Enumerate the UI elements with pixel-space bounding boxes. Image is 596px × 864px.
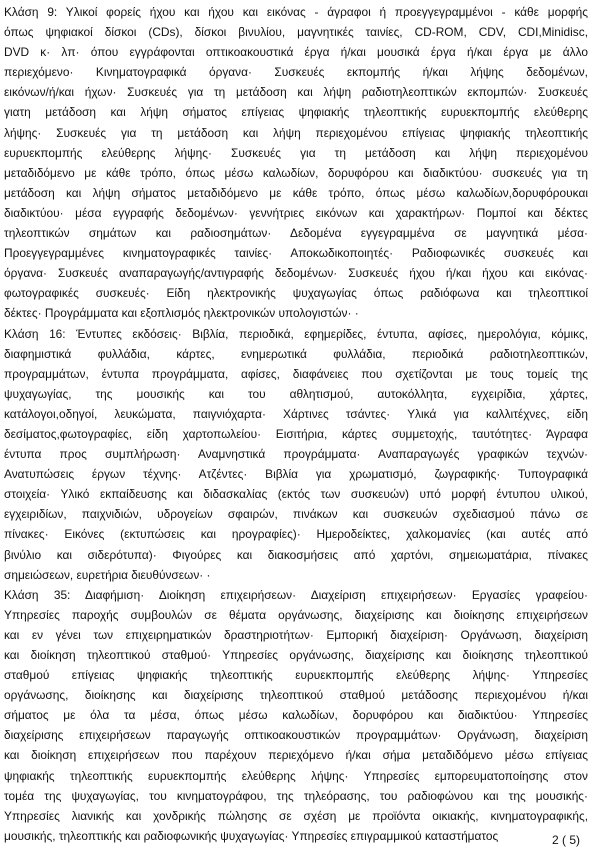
- text-line: οργάνωσης, διοίκησης και διαχείρισης τηλεοπτικού σταθμού μετάδοσης περιεχομένου ή/και: [4, 688, 588, 703]
- text-line: διαφημιστικά φυλλάδια, κάρτες, ενημερωτικά φυλλάδια, περιοδικά ραδιοτηλεοπτικών,: [4, 346, 588, 361]
- page-number: 2 ( 5): [551, 833, 580, 847]
- text-line: προγραμμάτων, έντυπα προγράμματα, αφίσες, διαφάνειες που σχετίζονται με τους τομείς της: [4, 366, 588, 381]
- text-line: όργανα· Συσκευές αναπαραγωγής/αντιγραφής δεδομένων· Συσκευές ήχου ή/και ήχου και εικόνας·: [4, 266, 588, 281]
- text-line: Υπηρεσίες παροχής συμβουλών σε θέματα οργάνωσης, διαχείρισης και διοίκησης επιχειρήσεων: [4, 607, 588, 622]
- text-line: εγχειριδίων, παιχνιδιών, υδρογείων σφαιρών, πινάκων και συσκευών σχεδιασμού πάνω σε: [4, 507, 588, 522]
- text-line: γιατη μετάδοση και λήψη σήματος επίγειας ψηφιακής τηλεοπτικής ευρυεκπομπής ελεύθερης: [4, 105, 588, 120]
- text-line: τομέα της ψυχαγωγίας, του κινηματογράφου, της τηλεόρασης, του ραδιοφώνου και της μουσικής·: [4, 788, 588, 803]
- text-line: στοιχεία· Υλικό εκπαίδευσης και διδασκαλίας (εκτός των συσκευών) υπό μορφή έντυπου υλικού,: [4, 487, 588, 502]
- text-line: σημειώσεων, ευρετήρια διευθύνσεων· ·: [4, 567, 211, 582]
- text-line: περιεχόμενο· Κινηματογραφικά όργανα· Συσκευές εκπομπής ή/και λήψης δεδομένων,: [4, 65, 588, 80]
- text-line: και εν γένει των επιχειρηματικών δραστηριοτήτων· Εμπορική διαχείριση· Οργάνωση, διαχείριση: [4, 627, 588, 642]
- text-line: και διοίκηση τηλεοπτικού σταθμού· Υπηρεσίες οργάνωσης, διαχείρισης και διοίκησης τηλεοπτικού: [4, 648, 588, 662]
- text-line: και διοίκηση επιχειρήσεων που παρέχουν περιεχόμενο ή/και σήμα μεταδιδόμενο μέσω επίγειας: [4, 748, 588, 763]
- text-line: φωτογραφικές συσκευές· Είδη ηλεκτρονικής ψυχαγωγίας όπως ραδιόφωνα και τηλεοπτικοί: [4, 286, 588, 301]
- text-line: σήματος με όλα τα μέσα, όπως μέσω καλωδίων, δορυφόρου και διαδικτύου· Υπηρεσίες: [4, 708, 588, 723]
- text-line: βινύλιο και σιδερότυπα)· Φιγούρες και διακοσμήσεις από χαρτόνι, σημειωματάρια, πίνακες: [4, 547, 588, 562]
- document-body: [4, 2, 588, 846]
- text-line: κατάλογοι,οδηγοί, λευκώματα, παιγνιόχαρτα· Χάρτινες τσάντες· Υλικά για καλλιτέχνες, είδη: [4, 406, 588, 421]
- class-heading-line: Κλάση 16: Έντυπες εκδόσεις· Βιβλία, περιοδικά, εφημερίδες, έντυπα, αφίσες, ημερολόγια, κόμικς,: [4, 326, 588, 341]
- text-line: όπως ψηφιακοί δίσκοι (CDs), δίσκοι βινυλίου, μαγνητικές ταινίες, CD-ROM, CDV, CDI,Minidisc,: [4, 25, 588, 40]
- text-line: διαχείρισης επιχειρήσεων παραγωγής οπτικοακουστικών προγραμμάτων· Οργάνωση, διαχείριση: [4, 728, 588, 743]
- text-line: DVD κ· λπ· όπου εγγράφονται οπτικοακουστικά έργα ή/και μουσικά έργα ή/και έργα με άλλο: [4, 45, 588, 60]
- text-line: ψυχαγωγίας, της μουσικής και του αθλητισμού, αυτοκόλλητα, εγχειρίδια, χάρτες,: [4, 386, 588, 401]
- text-line: Ανατυπώσεις έργων τέχνης· Ατζέντες· Βιβλία για χρωματισμό, ζωγραφικής· Τυπογραφικά: [4, 467, 588, 482]
- class-section: [4, 324, 588, 585]
- text-line: μεταδιδόμενο με κάθε τρόπο, όπως μέσω καλωδίων, δορυφόρου και διαδικτύου· συσκευές για τη: [4, 165, 588, 180]
- text-line: μετάδοση και λήψη σήματος μεταδιδόμενο με κάθε τρόπο, όπως μέσω καλωδίων,δορυφόρουκαι: [4, 185, 588, 200]
- text-line: Προεγγεγραμμένες κινηματογραφικές ταινίες· Αποκωδικοποιητές· Ραδιοφωνικές συσκευές και: [4, 246, 588, 261]
- text-line: Υπηρεσίες λιανικής και χονδρικής πώλησης σε σχέση με προϊόντα οικιακής, κινηματογραφικής,: [4, 808, 588, 823]
- text-line: λήψης· Συσκευές για τη μετάδοση και λήψη περιεχομένου επίγειας ψηφιακής τηλεοπτικής: [4, 125, 588, 140]
- text-line: δεσίματος,φωτογραφίες, είδη χαρτοπωλείου· Εισιτήρια, κάρτες συμμετοχής, ταυτότητες· Άγραφα: [4, 426, 588, 441]
- text-line: μουσικής, τηλεοπτικής και ραδιοφωνικής ψυχαγωγίας· Υπηρεσίες επιγραμμικού καταστήματος: [4, 828, 499, 843]
- text-line: έντυπα προς συμπλήρωση· Αναμνηστικά προγράμματα· Αναπαραγωγές γραφικών τεχνών·: [4, 447, 588, 462]
- text-line: δέκτες· Προγράμματα και εξοπλισμός ηλεκτρονικών υπολογιστών· ·: [4, 306, 359, 321]
- text-line: εικόνων/ή/και ήχων· Συσκευές για τη μετάδοση και λήψη ραδιοτηλεοπτικών εκπομπών· Συσκευές: [4, 85, 588, 100]
- text-line: ευρυεκπομπής ελεύθερης λήψης· Συσκευές για τη μετάδοση και λήψη περιεχομένου: [4, 145, 588, 160]
- class-section: [4, 585, 588, 846]
- text-line: ψηφιακής τηλεοπτικής ευρυεκπομπής ελεύθερης λήψης· Υπηρεσίες εμπορευματοποίησης στον: [4, 768, 588, 783]
- text-line: διαδικτύου· μέσα εγγραφής δεδομένων· γεννήτριες εικόνων και χαρακτήρων· Πομποί και δέκτες: [4, 205, 588, 220]
- class-heading-line: Κλάση 35: Διαφήμιση· Διοίκηση επιχειρήσεων· Διαχείριση επιχειρήσεων· Εργασίες γραφείου·: [4, 587, 588, 602]
- text-line: σταθμού επίγειας ψηφιακής τηλεοπτικής ευρυεκπομπής ελεύθερης λήψης· Υπηρεσίες: [4, 668, 588, 683]
- class-heading-line: Κλάση 9: Υλικοί φορείς ήχου και ήχου και εικόνας - άγραφοι ή προεγγεγραμμένοι - κάθε μορφής: [4, 5, 588, 19]
- text-line: πίνακες· Εικόνες (εκτυπώσεις και ηρογραφίες)· Ημερoδείκτες, χαλκομανίες (και αυτές από: [4, 527, 588, 542]
- text-line: τηλεοπτικών σημάτων και ραδιοσημάτων· Δεδομένα εγγεγραμμένα σε μαγνητικά μέσα·: [4, 226, 588, 241]
- class-section: [4, 2, 588, 324]
